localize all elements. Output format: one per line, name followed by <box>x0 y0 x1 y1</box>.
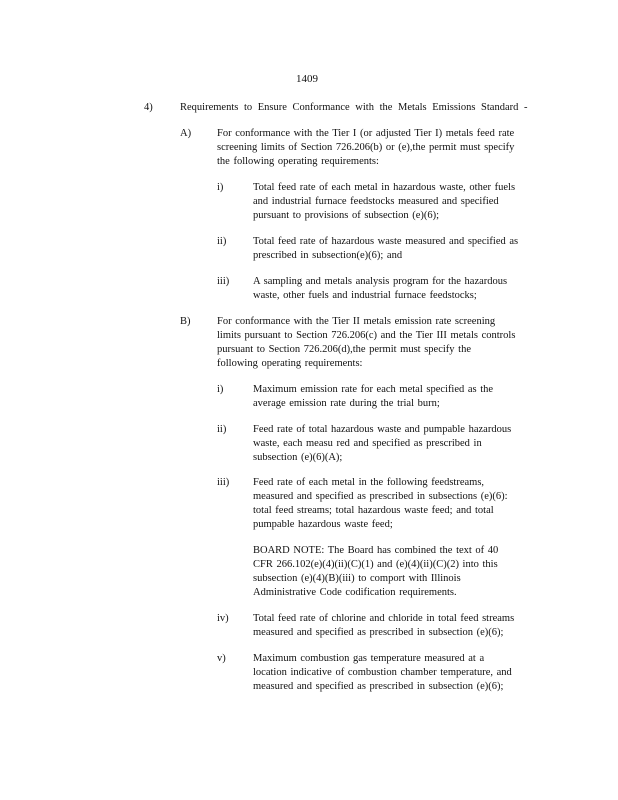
item-text <box>253 612 531 640</box>
text-line: For conformance with the Tier I (or adjusted Tier I) metals feed rate <box>217 128 515 139</box>
text-line: location indicative of combustion chamber temperature, and <box>253 667 512 678</box>
subsection-b-label: B) <box>180 316 191 327</box>
item-text <box>253 275 523 303</box>
text-line: measured and specified as prescribed in subsections (e)(6): <box>253 491 508 502</box>
item-text <box>253 476 531 532</box>
section-heading: Requirements to Ensure Conformance with the Metals Emissions Standard - <box>180 102 528 113</box>
text-line: measured and specified as prescribed in subsection (e)(6); <box>253 627 504 638</box>
item-label: iii) <box>217 477 230 488</box>
text-line: A sampling and metals analysis program for the hazardous <box>253 276 508 287</box>
item-label: iii) <box>217 276 230 287</box>
text-line: Administrative Code codification requirements. <box>253 587 457 598</box>
text-line: CFR 266.102(e)(4)(ii)(C)(1) and (e)(4)(ii)(C)(2) into this <box>253 559 498 570</box>
text-line: Maximum emission rate for each metal specified as the <box>253 384 494 395</box>
text-line: total feed streams; total hazardous waste feed; and total <box>253 505 494 516</box>
text-line: prescribed in subsection(e)(6); and <box>253 250 403 261</box>
item-label: ii) <box>217 236 227 247</box>
text-line: measured and specified as prescribed in subsection (e)(6); <box>253 681 504 692</box>
text-line: Maximum combustion gas temperature measured at a <box>253 653 485 664</box>
section-label: 4) <box>144 102 153 113</box>
item-label: i) <box>217 182 224 193</box>
text-line: limits pursuant to Section 726.206(c) and the Tier III metals controls <box>217 330 516 341</box>
text-line: pursuant to provisions of subsection (e)(6); <box>253 210 440 221</box>
page-number: 1409 <box>296 73 318 85</box>
text-line: Feed rate of total hazardous waste and pumpable hazardous <box>253 424 512 435</box>
item-label: v) <box>217 653 226 664</box>
subsection-a-label: A) <box>180 128 192 139</box>
text-line: For conformance with the Tier II metals emission rate screening <box>217 316 496 327</box>
text-line: subsection (e)(6)(A); <box>253 452 343 463</box>
text-line: following operating requirements: <box>217 358 363 369</box>
item-label: i) <box>217 384 224 395</box>
text-line: Total feed rate of chlorine and chloride in total feed streams <box>253 613 515 624</box>
subsection-b-text <box>217 315 543 371</box>
item-label: ii) <box>217 424 227 435</box>
text-line: subsection (e)(4)(B)(iii) to comport with Illinois <box>253 573 461 584</box>
text-line: BOARD NOTE: The Board has combined the text of 40 <box>253 545 499 556</box>
text-line: and industrial furnace feedstocks measured and specified <box>253 196 499 207</box>
item-text <box>253 181 543 223</box>
board-note <box>253 544 531 600</box>
text-line: the following operating requirements: <box>217 156 379 167</box>
text-line: waste, other fuels and industrial furnace feedstocks; <box>253 290 477 301</box>
item-text <box>253 423 531 465</box>
text-line: Total feed rate of hazardous waste measured and specified as <box>253 236 519 247</box>
item-label: iv) <box>217 613 229 624</box>
text-line: average emission rate during the trial burn; <box>253 398 440 409</box>
text-line: Feed rate of each metal in the following feedstreams, <box>253 477 485 488</box>
item-text <box>253 235 545 263</box>
text-line: Total feed rate of each metal in hazardous waste, other fuels <box>253 182 516 193</box>
text-line: pursuant to Section 726.206(d),the permit must specify the <box>217 344 471 355</box>
text-line: screening limits of Section 726.206(b) or (e),the permit must specify <box>217 142 515 153</box>
item-text <box>253 652 535 694</box>
subsection-a-text <box>217 127 543 169</box>
item-text <box>253 383 517 411</box>
text-line: pumpable hazardous waste feed; <box>253 519 393 530</box>
text-line: waste, each measu red and specified as prescribed in <box>253 438 482 449</box>
